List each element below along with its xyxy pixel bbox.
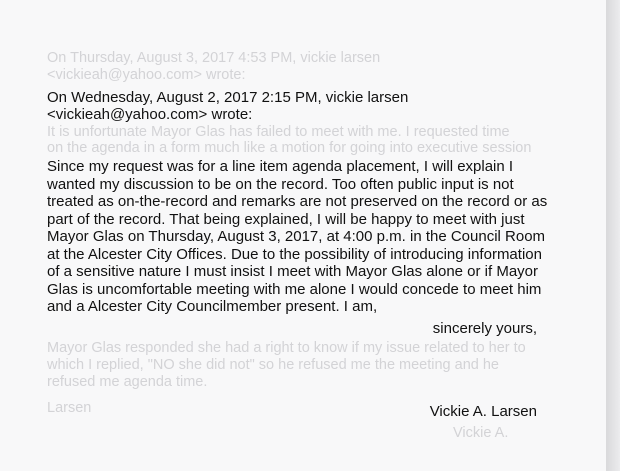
bleed-line: refused me agenda time. <box>47 374 208 390</box>
signature: Vickie A. Larsen <box>429 403 537 420</box>
bleed-line: Mayor Glas responded she had a right to know if my issue related to her to <box>47 340 526 356</box>
body-line: and a Alcester City Councilmember present. I am, <box>47 298 378 315</box>
body-line: of a sensitive nature I must insist I meet with Mayor Glas alone or if Mayor <box>47 263 539 280</box>
bleed-signature: Larsen <box>47 400 92 416</box>
body-line: treated as on-the-record and remarks are not preserved on the record or as <box>47 193 548 210</box>
body-line: at the Alcester City Offices. Due to the possibility of introducing information <box>47 245 542 263</box>
bleed-line: on the agenda in a form much like a motion for going into executive session <box>47 140 532 156</box>
bleed-signature: Vickie A. <box>453 425 509 441</box>
bleed-line: <vickieah@yahoo.com> wrote: <box>47 67 246 83</box>
body-line: wanted my discussion to be on the record. Too often public input is not <box>47 175 514 193</box>
body-line: Mayor Glas on Thursday, August 3, 2017, at 4:00 p.m. in the Council Room <box>47 228 546 245</box>
body-line: Glas is uncomfortable meeting with me alone I would concede to meet him <box>47 280 542 298</box>
bleed-line: which I replied, "NO she did not" so he refused me the meeting and he <box>47 357 499 373</box>
email-header-line: On Wednesday, August 2, 2017 2:15 PM, vickie larsen <box>47 89 409 106</box>
scan-edge <box>606 0 620 471</box>
closing: sincerely yours, <box>432 320 537 337</box>
body-line: part of the record. That being explained, I will be happy to meet with just <box>47 210 525 228</box>
bleed-line: On Thursday, August 3, 2017 4:53 PM, vickie larsen <box>47 50 381 66</box>
body-line: Since my request was for a line item agenda placement, I will explain I <box>47 158 514 175</box>
bleed-line: It is unfortunate Mayor Glas has failed to meet with me. I requested time <box>47 124 510 140</box>
email-header-line: <vickieah@yahoo.com> wrote: <box>47 106 253 123</box>
